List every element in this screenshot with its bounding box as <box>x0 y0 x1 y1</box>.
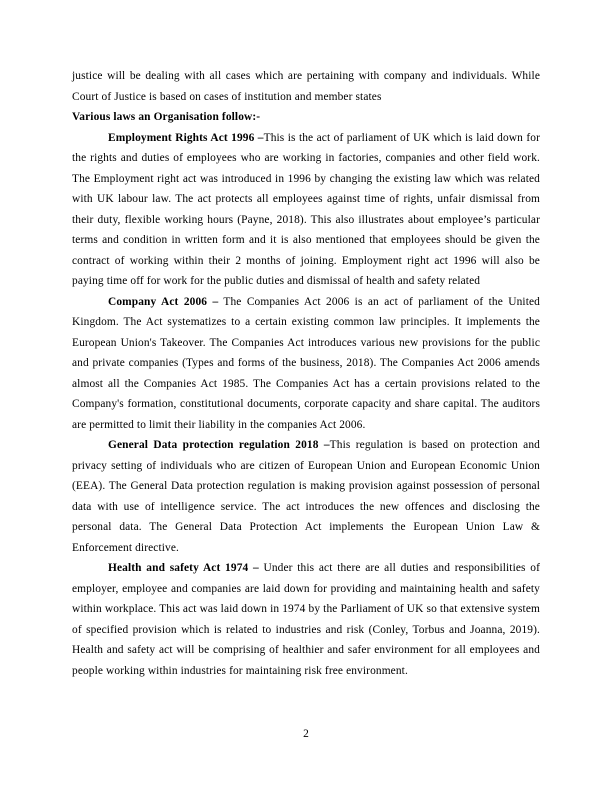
paragraph-company-act <box>72 292 540 436</box>
paragraph-title: Company Act 2006 – <box>108 295 219 308</box>
page-body <box>72 66 540 681</box>
paragraph-title: Health and safety Act 1974 – <box>108 562 259 574</box>
paragraph-title: Employment Rights Act 1996 – <box>108 131 264 144</box>
paragraph-title: General Data protection regulation 2018 – <box>108 439 330 451</box>
intro-paragraph: justice will be dealing with all cases which are pertaining with company and individuals. While Court of Justice is based on cases of institution and member states <box>72 70 540 103</box>
paragraph-body: The Companies Act 2006 is an act of parliament of the United Kingdom. The Act systematizes to a certain existing common law principles. It implements the European Union's Takeover. The Companies Act introduces various new provisions for the public and private companies (Types and forms of the business, 2018). The Companies Act 2006 amends almost all the Companies Act 1985. The Companies Act has a certain provisions related to the Company's formation, constitutional documents, corporate capacity and share capital. The auditors are permitted to limit their liability in the companies Act 2006. <box>72 295 540 431</box>
paragraph-gdpr <box>72 435 540 558</box>
paragraph-health-and-safety-act <box>72 558 540 681</box>
paragraph-body: This is the act of parliament of UK which is laid down for the rights and duties of employees who are working in factories, companies and other field work. The Employment right act was introduced in 1996 by changing the existing law which was related with UK labour law. The act protects all employees against time of rights, unfair dismissal from their duty, flexible working hours (Payne, 2018). This also illustrates about employee’s particular terms and condition in written form and it is also mentioned that employees should be given the contract of working within their 2 months of joining. Employment right act 1996 will also be paying time off for work for the public duties and dismissal of health and safety related <box>72 131 540 287</box>
paragraph-body: This regulation is based on protection and privacy setting of individuals who are citizen of European Union and European Economic Union (EEA). The General Data protection regulation is making provision against possession of personal data with use of intelligence service. The act introduces the new offences and disclosing the personal data. The General Data Protection Act implements the European Union Law & Enforcement directive. <box>72 439 540 554</box>
page-number: 2 <box>303 728 309 740</box>
section-heading: Various laws an Organisation follow:- <box>72 111 261 123</box>
paragraph-employment-rights-act <box>72 128 540 292</box>
paragraph-body: Under this act there are all duties and responsibilities of employer, employee and companies are laid down for providing and maintaining health and safety within workplace. This act was laid down in 1974 by the Parliament of UK so that extensive system of specified provision which is related to industries and risk (Conley, Torbus and Joanna, 2019). Health and safety act will be comprising of healthier and safer environment for all employees and people working within industries for maintaining risk free environment. <box>72 562 540 677</box>
